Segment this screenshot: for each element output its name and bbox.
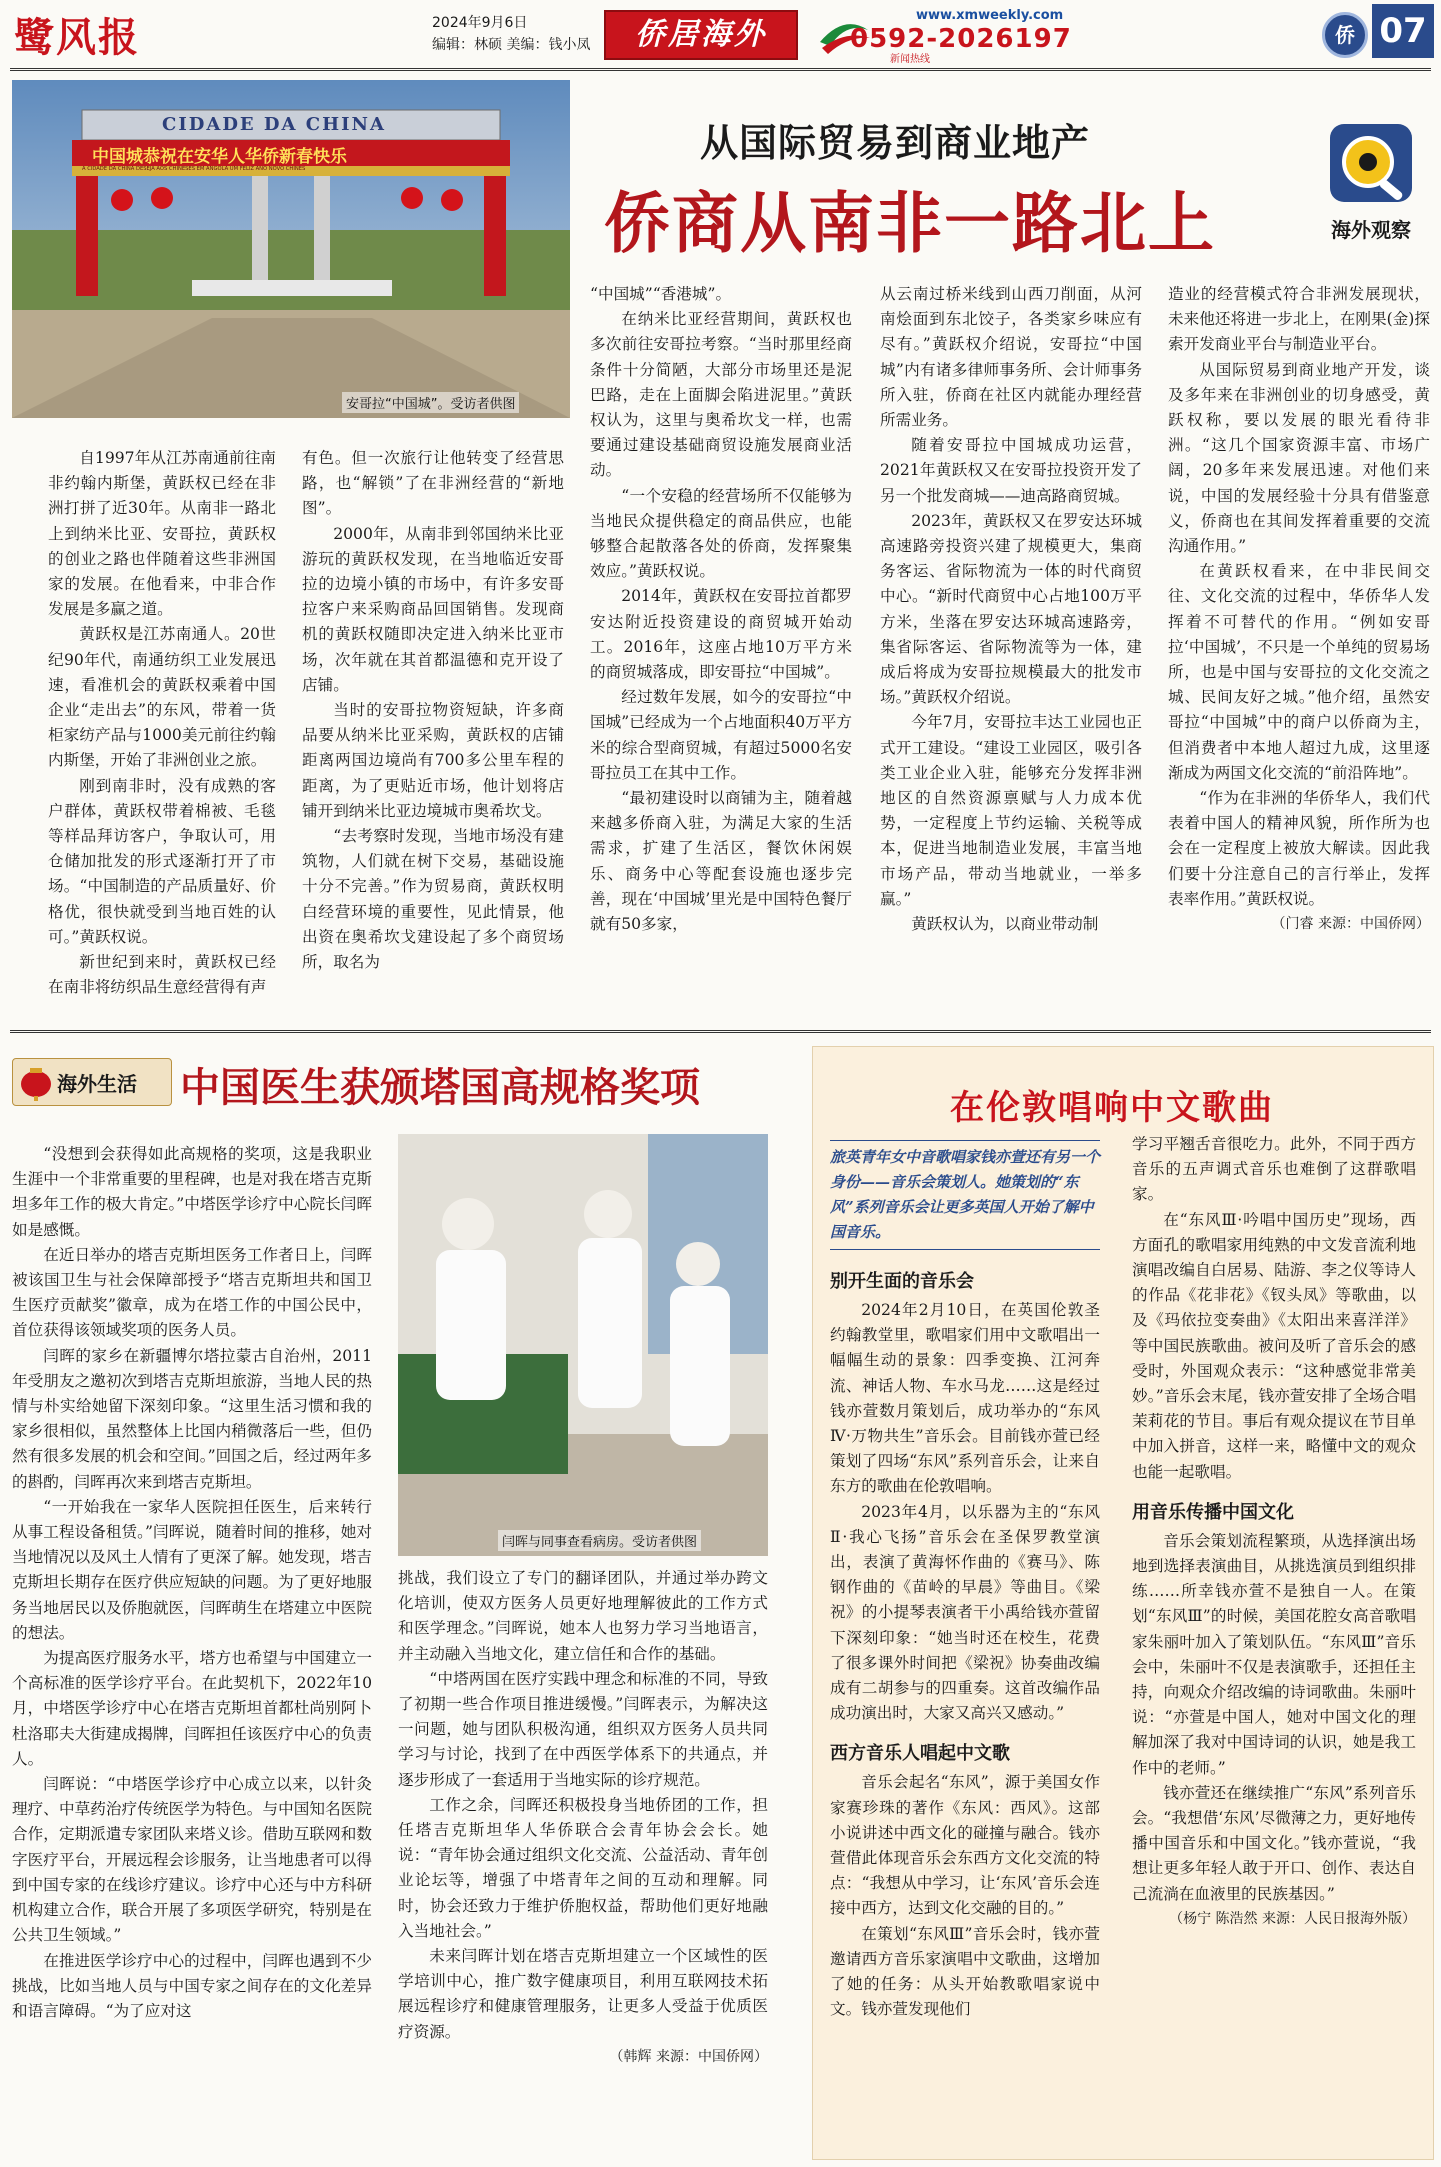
article3-source: （杨宁 陈浩然 来源：人民日报海外版） <box>1169 1910 1416 1927</box>
lantern-icon <box>17 1063 55 1101</box>
website-url[interactable]: www.xmweekly.com <box>916 8 1064 23</box>
paragraph: 今年7月，安哥拉丰达工业园也正式开工建设。“建设工业园区，吸引各类工业企业入驻，能够充分发挥非洲地区的自然资源禀赋与人力成本优势，一定程度上节约运输、关税等成本，促进当地制造业发展，丰富当地市场产品，带动当地就业，一举多赢。” <box>880 713 1142 908</box>
article2-source: （韩辉 来源：中国侨网） <box>609 2048 768 2065</box>
paragraph: 工作之余，闫晖还积极投身当地侨团的工作，担任塔吉克斯坦华人华侨联合会青年协会会长。她说：“青年协会通过组织文化交流、公益活动、青年创业论坛等，增强了中塔青年之间的互动和理解。同时，协会还致力于维护侨胞权益，帮助他们更好地融入当地社会。” <box>398 1795 768 1940</box>
paragraph: 自1997年从江苏南通前往南非约翰内斯堡，黄跃权已经在非洲打拼了近30年。从南非一路北上到纳米比亚、安哥拉，黄跃权的创业之路也伴随着这些非洲国家的发展。在他看来，中非合作发展是多赢之道。 <box>48 449 276 619</box>
masthead-rule <box>10 68 1431 71</box>
paragraph: 黄跃权认为，以商业带动制 <box>911 915 1099 934</box>
paragraph: 在策划“东风Ⅲ”音乐会时，钱亦萱邀请西方音乐家演唱中文歌曲，这增加了她的任务：从头开始教歌唱家说中文。钱亦萱发现他们 <box>830 1924 1100 2019</box>
paragraph: 2000年，从南非到邻国纳米比亚游玩的黄跃权发现，在当地临近安哥拉的边境小镇的市场中，有许多安哥拉客户来采购商品回国销售。发现商机的黄跃权随即决定进入纳米比亚市场，次年就在其首都温德和克开设了店铺。 <box>302 524 564 694</box>
article1-title: 侨商从南非一路北上 <box>604 185 1216 262</box>
paragraph: 音乐会策划流程繁琐，从选择演出场地到选择表演曲目，从挑选演员到组织排练……所幸钱亦萱不是独自一人。在策划“东风Ⅲ”的时候，美国花腔女高音歌唱家朱丽叶加入了策划队伍。“东风Ⅲ”音乐会中，朱丽叶不仅是表演歌手，还担任主持，向观众介绍改编的诗词歌曲。朱丽叶说：“亦萱是中国人，她对中国文化的理解加深了我对中国诗词的认识，她是我工作中的老师。” <box>1132 1531 1416 1777</box>
editors-line: 编辑：林硕 美编：钱小凤 <box>432 37 591 53</box>
paragraph: 黄跃权是江苏南通人。20世纪90年代，南通纺织工业发展迅速，看准机会的黄跃权乘着中国企业“走出去”的东风，带着一货柜家纺产品与1000美元前往约翰内斯堡，开始了非洲创业之旅。 <box>48 625 276 770</box>
overseas-observe-label: 海外观察 <box>1331 218 1411 242</box>
paragraph: 学习平翘舌音很吃力。此外，不同于西方音乐的五声调式音乐也难倒了这群歌唱家。 <box>1132 1135 1416 1204</box>
paragraph: 从云南过桥米线到山西刀削面，从河南烩面到东北饺子，各类家乡味应有尽有。”黄跃权介绍说，安哥拉“中国城”内有诸多律师事务所、会计师事务所入驻，侨商在社区内就能办理经营所需业务。 <box>880 285 1142 430</box>
paragraph: “中国城”“香港城”。 <box>590 285 732 303</box>
page-badge <box>1322 12 1368 58</box>
paragraph: 在“东风Ⅲ·吟唱中国历史”现场，西方面孔的歌唱家用纯熟的中文发音流利地演唱改编自白居易、陆游、李之仪等诗人的作品《花非花》《钗头凤》等歌曲，以及《玛依拉变奏曲》《太阳出来喜洋洋》等中国民族歌曲。被问及听了音乐会的感受时，外国观众表示：“这种感觉非常美妙。”音乐会末尾，钱亦萱安排了全场合唱茉莉花的节目。事后有观众提议在节目单中加入拼音，这样一来，略懂中文的观众也能一起歌唱。 <box>1132 1210 1416 1481</box>
overseas-life-label: 海外生活 <box>57 1072 137 1096</box>
hotline-block <box>816 6 1076 65</box>
paragraph: 在黄跃权看来，在中非民间交往、文化交流的过程中，华侨华人发挥着不可替代的作用。“例如安哥拉‘中国城’，不只是一个单纯的贸易场所，也是中国与安哥拉的文化交流之城、民间友好之城。”他介绍，虽然安哥拉“中国城”中的商户以侨商为主，但消费者中本地人超过九成，这里逐渐成为两国文化交流的“前沿阵地”。 <box>1168 562 1430 782</box>
paragraph: 2014年，黄跃权在安哥拉首都罗安达附近投资建设的商贸城开始动工。2016年，这座占地10万平方米的商贸城落成，即安哥拉“中国城”。 <box>590 587 852 682</box>
paragraph: 在近日举办的塔吉克斯坦医务工作者日上，闫晖被该国卫生与社会保障部授予“塔吉克斯坦共和国卫生医疗贡献奖”徽章，成为在塔工作的中国公民中，首位获得该领域奖项的医务人员。 <box>12 1245 372 1340</box>
article3-subhead-3: 用音乐传播中国文化 <box>1132 1501 1294 1523</box>
paragraph: 当时的安哥拉物资短缺，许多商品要从纳米比亚采购，黄跃权的店铺距离两国边境尚有700多公里车程的距离，为了更贴近市场，他计划将店铺开到纳米比亚边境城市奥希坎戈。 <box>302 701 564 820</box>
article2-photo <box>398 1134 768 1556</box>
hotline-number: 0592-2026197 <box>850 24 1072 54</box>
article2-photo-caption: 闫晖与同事查看病房。受访者供图 <box>498 1530 701 1551</box>
article3-subhead-1: 别开生面的音乐会 <box>830 1271 974 1292</box>
paragraph: 钱亦萱还在继续推广“东风”系列音乐会。“我想借‘东风’尽微薄之力，更好地传播中国音乐和中国文化。”钱亦萱说，“我想让更多年轻人敢于开口、创作、表达自己流淌在血液里的民族基因。” <box>1132 1783 1416 1903</box>
paragraph: “一个安稳的经营场所不仅能够为当地民众提供稳定的商品供应，也能够整合起散落各处的侨商，发挥聚集效应。”黄跃权说。 <box>590 486 852 581</box>
paragraph: 为提高医疗服务水平，塔方也希望与中国建立一个高标准的医学诊疗平台。在此契机下，2022年10月，中塔医学诊疗中心在塔吉克斯坦首都杜尚别阿卜杜洛耶夫大街建成揭牌，闫晖担任该医疗中心的负责人。 <box>12 1649 372 1768</box>
photo-banner-text: 中国城恭祝在安华人华侨新春快乐 <box>92 147 347 167</box>
paragraph: 有色。但一次旅行让他转变了经营思路，也“解锁”了在非洲经营的“新地图”。 <box>302 449 564 518</box>
article3-title: 在伦敦唱响中文歌曲 <box>950 1088 1274 1128</box>
paragraph: 在推进医学诊疗中心的过程中，闫晖也遇到不少挑战，比如当地人员与中国专家之间存在的文化差异和语言障碍。“为了应对这 <box>12 1951 372 2020</box>
paragraph: 2023年，黄跃权又在罗安达环城高速路旁投资兴建了规模更大，集商务客运、省际物流为一体的时代商贸中心。“新时代商贸中心占地100万平方米，坐落在罗安达环城高速路旁，集省际客运、省际物流等为一体，建成后将成为安哥拉规模最大的批发市场。”黄跃权介绍说。 <box>880 511 1142 707</box>
paragraph: 刚到南非时，没有成熟的客户群体，黄跃权带着棉被、毛毯等样品拜访客户，争取认可，用仓储加批发的形式逐渐打开了市场。“中国制造的产品质量好、价格优，很快就受到当地百姓的认可。”黄跃权说。 <box>48 776 276 946</box>
article1-column-5 <box>1168 282 1430 1006</box>
article3-column-2 <box>1132 1132 1416 2152</box>
article3-subhead-2: 西方音乐人唱起中文歌 <box>830 1743 1010 1765</box>
page-number: 07 <box>1372 4 1434 58</box>
article1-column-1 <box>48 446 276 1006</box>
paragraph: 音乐会起名“东风”，源于美国女作家赛珍珠的著作《东风：西风》。这部小说讲述中西文化的碰撞与融合。钱亦萱借此体现音乐会东西方文化交流的特点：“我想从中学习，让‘东风’音乐会连接中西方，达到文化交融的目的。” <box>830 1773 1100 1918</box>
article2-title: 中国医生获颁塔国高规格奖项 <box>180 1065 700 1111</box>
article1-column-2 <box>302 446 564 1006</box>
hotline-label: 新闻热线 <box>890 54 930 65</box>
paragraph: 从国际贸易到商业地产开发，谈及多年来在非洲创业的切身感受，黄跃权称，要以发展的眼光看待非洲。“这几个国家资源丰富、市场广阔，20多年来发展迅速。对他们来说，中国的发展经验十分具有借鉴意义，侨商也在其间发挥着重要的交流沟通作用。” <box>1168 360 1430 556</box>
paragraph: 随着安哥拉中国城成功运营，2021年黄跃权又在安哥拉投资开发了另一个批发商城——迪高路商贸城。 <box>880 436 1142 505</box>
paragraph: 在纳米比亚经营期间，黄跃权也多次前往安哥拉考察。“当时那里经商条件十分简陋，大部分市场里还是泥巴路，走在上面脚会陷进泥里。”黄跃权认为，这里与奥希坎戈一样，也需要通过建设基础商贸设施发展商业活动。 <box>590 310 852 480</box>
paragraph: 造业的经营模式符合非洲发展现状，未来他还将进一步北上，在刚果(金)探索开发商业平台与制造业平台。 <box>1168 285 1430 354</box>
article1-source: （门睿 来源：中国侨网） <box>1271 916 1430 933</box>
paragraph: 闫晖的家乡在新疆博尔塔拉蒙古自治州，2011年受朋友之邀初次到塔吉克斯坦旅游，当地人民的热情与朴实给她留下深刻印象。“这里生活习惯和我的家乡很相似，虽然整体上比国内稍微落后一些，但仍然有很多发展的机会和空间。”回国之后，经过两年多的斟酌，闫晖再次来到塔吉克斯坦。 <box>12 1346 372 1491</box>
paragraph: 新世纪到来时，黄跃权已经在南非将纺织品生意经营得有声 <box>48 953 276 997</box>
article2-column-1 <box>12 1142 372 2152</box>
paragraph: “一开始我在一家华人医院担任医生，后来转行从事工程设备租赁。”闫晖说，随着时间的推移，她对当地情况以及风土人情有了更深了解。她发现，塔吉克斯坦长期存在医疗供应短缺的问题。为了更好地服务当地居民以及侨胞就医，闫晖萌生在塔建立中医院的想法。 <box>12 1497 372 1642</box>
newspaper-logo: 鹭风报 <box>14 14 140 61</box>
paragraph: 挑战，我们设立了专门的翻译团队，并通过举办跨文化培训，使双方医务人员更好地理解彼此的工作方式和医学理念。”闫晖说，她本人也努力学习当地语言，并主动融入当地文化，建立信任和合作的基础。 <box>398 1569 768 1663</box>
section-divider <box>10 1030 1431 1033</box>
paragraph: 2023年4月，以乐器为主的“东风Ⅱ·我心飞扬”音乐会在圣保罗教堂演出，表演了黄海怀作曲的《赛马》、陈钢作曲的《苗岭的早晨》等曲目。《梁祝》的小提琴表演者干小禹给钱亦萱留下深刻印象：“她当时还在校生，花费了很多课外时间把《梁祝》协奏曲改编成有二胡参与的四重奏。这首改编作品成功演出时，大家又高兴又感动。” <box>830 1502 1100 1723</box>
article1-photo <box>12 80 570 418</box>
magnifier-eye-icon <box>1318 120 1424 210</box>
section-banner <box>604 10 798 60</box>
paragraph: “去考察时发现，当地市场没有建筑物，人们就在树下交易，基础设施十分不完善。”作为贸易商，黄跃权明白经营环境的重要性，见此情景，他出资在奥希坎戈建设起了多个商贸场所，取名为 <box>302 827 564 972</box>
paragraph: “作为在非洲的华侨华人，我们代表着中国人的精神风貌，所作所为也会在一定程度上被放大解读。因此我们要十分注意自己的言行举止，发挥表率作用。”黄跃权说。 <box>1168 789 1430 908</box>
overseas-life-tag <box>12 1058 172 1106</box>
page-badge-text: 侨 <box>1335 23 1355 47</box>
article2-column-2 <box>398 1566 768 2152</box>
article1-kicker: 从国际贸易到商业地产 <box>700 121 1091 165</box>
article1-column-3 <box>590 282 852 1006</box>
paragraph: “没想到会获得如此高规格的奖项，这是我职业生涯中一个非常重要的里程碑，也是对我在塔吉克斯坦多年工作的极大肯定。”中塔医学诊疗中心院长闫晖如是感慨。 <box>12 1145 372 1239</box>
issue-date: 2024年9月6日 <box>432 15 528 31</box>
paragraph: 未来闫晖计划在塔吉克斯坦建立一个区域性的医学培训中心，推广数字健康项目，利用互联网技术拓展远程诊疗和健康管理服务，让更多人受益于优质医疗资源。 <box>398 1947 768 2041</box>
paragraph: 2024年2月10日，在英国伦敦圣约翰教堂里，歌唱家们用中文歌唱出一幅幅生动的景象：四季变换、江河奔流、神话人物、车水马龙……这是经过钱亦萱数月策划后，成功举办的“东风Ⅳ·万物共生”音乐会。目前钱亦萱已经策划了四场“东风”系列音乐会，让来自东方的歌曲在伦敦唱响。 <box>830 1301 1100 1496</box>
paragraph: “中塔两国在医疗实践中理念和标准的不同，导致了初期一些合作项目推进缓慢。”闫晖表示，为解决这一问题，她与团队积极沟通，组织双方医务人员共同学习与讨论，找到了在中西医学体系下的共通点，并逐步形成了一套适用于当地实际的诊疗规范。 <box>398 1669 768 1789</box>
paragraph: 经过数年发展，如今的安哥拉“中国城”已经成为一个占地面积40万平方米的综合型商贸城，有超过5000名安哥拉员工在其中工作。 <box>590 688 852 782</box>
section-banner-text: 侨居海外 <box>635 17 767 52</box>
masthead <box>0 0 1441 66</box>
photo-sign-text: CIDADE DA CHINA <box>162 114 386 135</box>
doctors-ward-image <box>398 1134 768 1556</box>
overseas-observe-tag <box>1318 120 1424 240</box>
article3-lead: 旅英青年女中音歌唱家钱亦萱还有另一个身份——音乐会策划人。她策划的“东风”系列音乐会让更多英国人开始了解中国音乐。 <box>830 1140 1100 1250</box>
paragraph: 闫晖说：“中塔医学诊疗中心成立以来，以针灸理疗、中草药治疗传统医学为特色。与中国知名医院合作，定期派遣专家团队来塔义诊。借助互联网和数字医疗平台，开展远程会诊服务，让当地患者可以得到中国专家的在线诊疗建议。诊疗中心还与中方科研机构建立合作，联合开展了多项医学研究，特别是在公共卫生领域。” <box>12 1775 372 1945</box>
article1-column-4 <box>880 282 1142 1006</box>
photo-banner-subtext: A CIDADE DA CHINA DESEJA AOS CHINESES EM ANGOLA UM FELIZ ANO NOVO CHINES <box>82 166 306 172</box>
photo-caption: 安哥拉“中国城”。受访者供图 <box>342 392 519 413</box>
article3-column-1 <box>830 1262 1100 2152</box>
paragraph: “最初建设时以商铺为主，随着越来越多侨商入驻，为满足大家的生活需求，扩建了生活区，餐饮休闲娱乐、商务中心等配套设施也逐步完善，现在‘中国城’里光是中国特色餐厅就有50多家， <box>590 789 852 934</box>
